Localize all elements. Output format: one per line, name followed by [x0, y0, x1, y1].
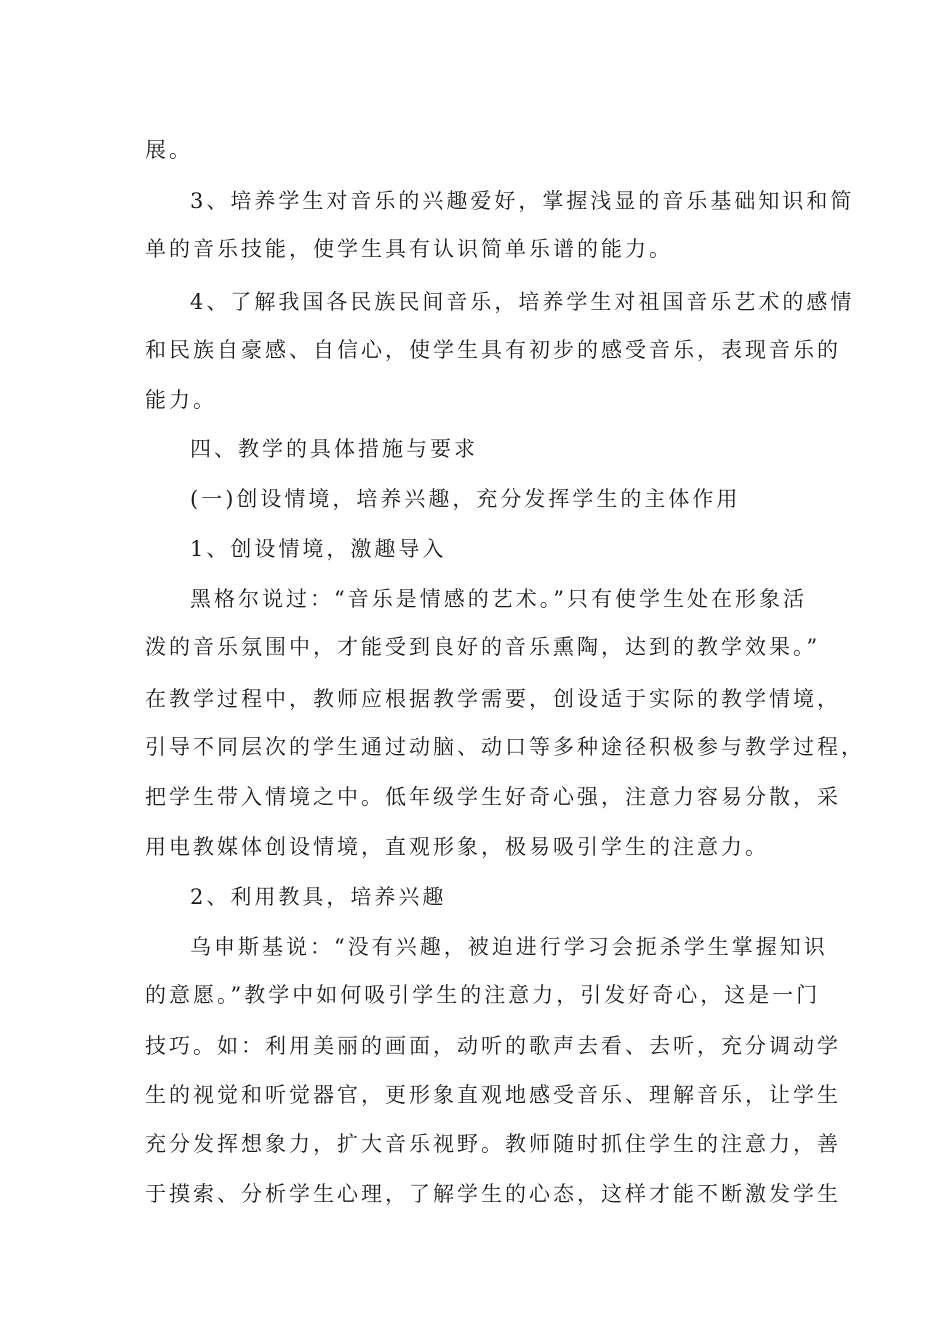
- subsection-heading: (一)创设情境，培养兴趣，充分发挥学生的主体作用: [190, 487, 741, 511]
- text-line: 单的音乐技能，使学生具有认识简单乐谱的能力。: [145, 237, 673, 261]
- text-line: 和民族自豪感、自信心，使学生具有初步的感受音乐，表现音乐的: [145, 338, 841, 362]
- text-line: 把学生带入情境之中。低年级学生好奇心强，注意力容易分散，采: [145, 785, 841, 809]
- text-line: 充分发挥想象力，扩大音乐视野。教师随时抓住学生的注意力，善: [145, 1132, 841, 1156]
- text-line: 展。: [145, 138, 193, 162]
- text-line: 乌申斯基说：“没有兴趣，被迫进行学习会扼杀学生掌握知识: [190, 935, 828, 959]
- text-line: 能力。: [145, 388, 217, 412]
- text-line: 在教学过程中，教师应根据教学需要，创设适于实际的教学情境，: [145, 687, 841, 711]
- text-line: 引导不同层次的学生通过动脑、动口等多种途径积极参与教学过程，: [145, 735, 865, 759]
- text-line: 技巧。如：利用美丽的画面，动听的歌声去看、去听，充分调动学: [145, 1034, 841, 1058]
- text-line: 生的视觉和听觉器官，更形象直观地感受音乐、理解音乐，让学生: [145, 1083, 841, 1107]
- text-line: 3、培养学生对音乐的兴趣爱好，掌握浅显的音乐基础知识和简: [190, 189, 855, 213]
- item-heading: 1、创设情境，激趣导入: [190, 537, 447, 561]
- text-line: 泼的音乐氛围中，才能受到良好的音乐熏陶，达到的教学效果。”: [145, 635, 821, 659]
- text-line: 用电教媒体创设情境，直观形象，极易吸引学生的注意力。: [145, 835, 769, 859]
- text-line: 的意愿。”教学中如何吸引学生的注意力，引发好奇心，这是一门: [145, 983, 821, 1007]
- section-heading: 四、教学的具体措施与要求: [190, 437, 478, 461]
- text-line: 于摸索、分析学生心理，了解学生的心态，这样才能不断激发学生: [145, 1182, 841, 1206]
- text-line: 黑格尔说过：“音乐是情感的艺术。”只有使学生处在形象活: [190, 587, 807, 611]
- item-heading: 2、利用教具，培养兴趣: [190, 885, 447, 909]
- text-line: 4、了解我国各民族民间音乐，培养学生对祖国音乐艺术的感情: [190, 290, 855, 314]
